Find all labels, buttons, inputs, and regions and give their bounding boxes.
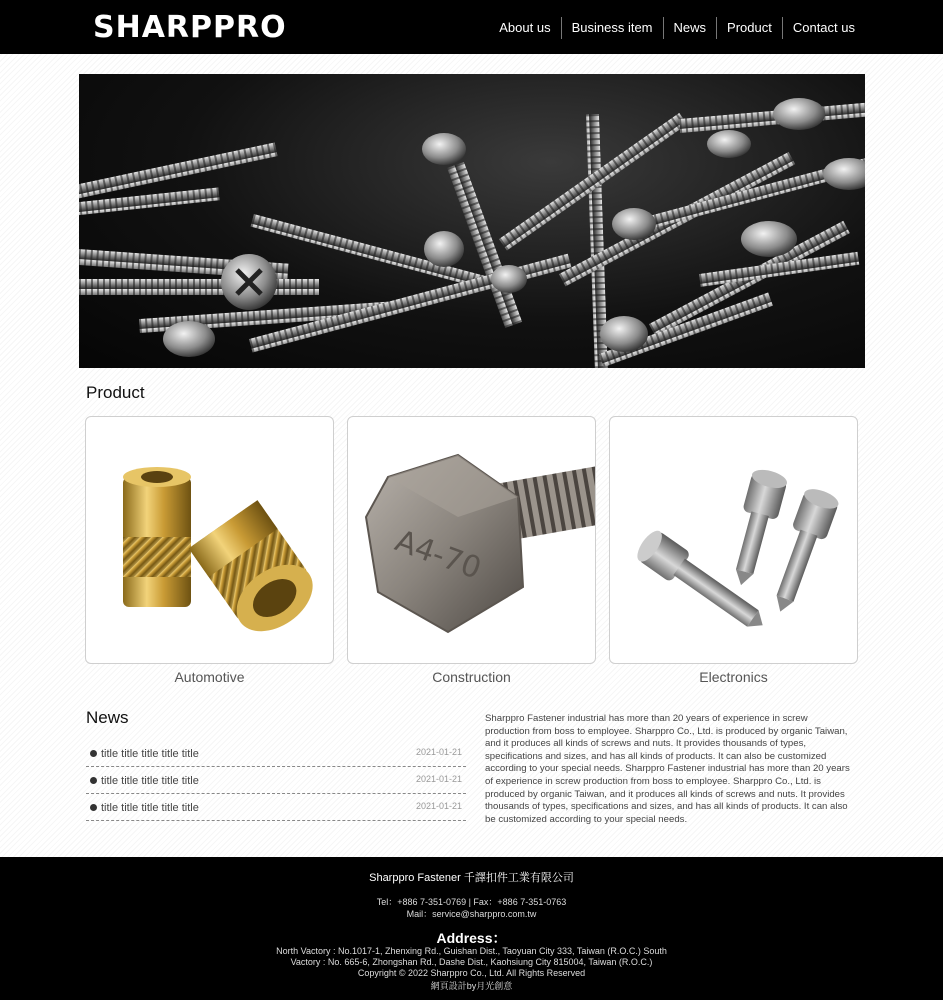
footer-copyright: Copyright © 2022 Sharppro Co., Ltd. All Rights Reserved <box>357 968 586 978</box>
product-card-electronics[interactable] <box>609 416 858 664</box>
product-label-automotive[interactable]: Automotive <box>174 669 245 685</box>
footer-designer-credit[interactable]: 網頁設計by月光創意 <box>430 981 513 991</box>
news-item-title[interactable]: title title title title title <box>101 748 199 760</box>
news-item[interactable] <box>86 767 466 794</box>
company-about-text: Sharppro Fastener industrial has more than 20 years of experience in screw production from boss to employee. Sharppro Co., Ltd. is produced by organic Taiwan, and it produces all kinds of screws and nuts. It provides thousands of types, specifications and sizes, and has all kinds of products. It can also be customized according to your special needs. Sharppro Fastener industrial has more than 20 years of experience in screw production from boss to employee. Sharppro Co., Ltd. is produced by organic Taiwan, and it produces all kinds of screws and nuts. It provides thousands of types, specifications and sizes, and has all kinds of products. It can also be customized according to your special needs. <box>485 713 850 825</box>
footer-company-name: Sharppro Fastener 千譯扣件工業有限公司 <box>369 872 574 884</box>
bullet-icon <box>90 777 97 784</box>
footer-mail[interactable]: Mail：service@sharppro.com.tw <box>406 909 537 919</box>
brass-insert-nuts-icon <box>86 417 334 664</box>
hex-bolt-icon <box>348 417 596 664</box>
product-card-automotive[interactable] <box>85 416 334 664</box>
footer-north-factory: North Vactory : No.1017-1, Zhenxing Rd., Guishan Dist., Taoyuan City 333, Taiwan (R.O.C.) South <box>276 946 667 956</box>
product-card-construction[interactable] <box>347 416 596 664</box>
nav-business-item[interactable]: Business item <box>561 17 663 39</box>
top-navbar <box>0 0 943 54</box>
news-item[interactable] <box>86 740 466 767</box>
news-item-title[interactable]: title title title title title <box>101 775 199 787</box>
site-logo[interactable]: SHARPPRO <box>93 10 287 45</box>
nav-product[interactable]: Product <box>716 17 782 39</box>
bullet-icon <box>90 750 97 757</box>
footer-south-factory: Vactory : No. 665-6, Zhongshan Rd., Dashe Dist., Kaohsiung City 815004, Taiwan (R.O.C.) <box>290 957 653 967</box>
news-item-date: 2021-01-21 <box>415 801 462 811</box>
bolt-marking: A4-70 <box>390 523 486 587</box>
news-item-date: 2021-01-21 <box>415 774 462 784</box>
news-item[interactable] <box>86 794 466 821</box>
news-list <box>86 740 466 821</box>
product-label-electronics[interactable]: Electronics <box>699 669 768 685</box>
main-nav <box>489 17 865 39</box>
nav-contact-us[interactable]: Contact us <box>782 17 865 39</box>
hero-banner-screws <box>79 74 865 368</box>
nav-news[interactable]: News <box>663 17 717 39</box>
bullet-icon <box>90 804 97 811</box>
news-item-date: 2021-01-21 <box>415 747 462 757</box>
product-label-construction[interactable]: Construction <box>432 669 511 685</box>
screws-illustration <box>79 74 865 368</box>
socket-cap-screws-icon <box>610 417 858 664</box>
site-footer <box>0 857 943 1000</box>
nav-about-us[interactable]: About us <box>499 20 551 35</box>
product-section-title: Product <box>86 383 145 402</box>
news-item-title[interactable]: title title title title title <box>101 802 199 814</box>
footer-contact: Tel：+886 7-351-0769 | Fax：+886 7-351-0763 <box>376 897 567 907</box>
news-section-title: News <box>86 708 129 727</box>
footer-address-title: Address： <box>436 930 507 946</box>
